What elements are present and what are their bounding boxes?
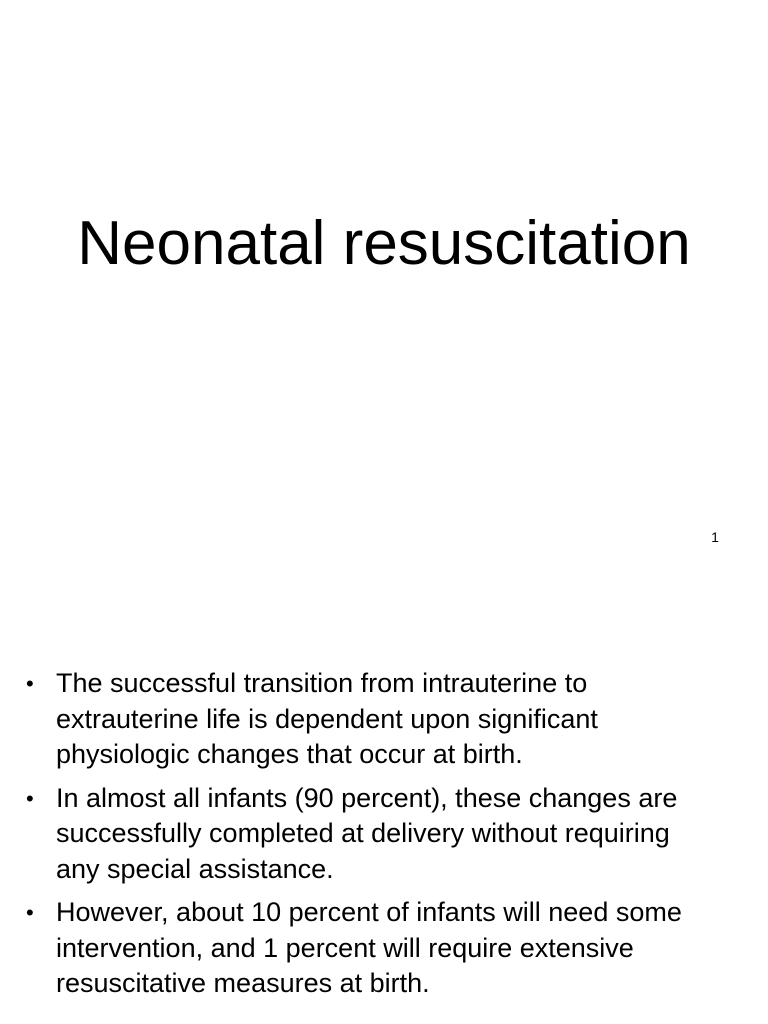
bullet-item bbox=[24, 895, 714, 1002]
bullet-text: In almost all infants (90 percent), these changes are successfully completed at delivery without requiring any special assistance. bbox=[56, 782, 678, 884]
bullet-marker: • bbox=[26, 785, 34, 811]
bullet-item bbox=[24, 781, 714, 888]
page-number: 1 bbox=[711, 529, 719, 545]
bullet-marker: • bbox=[26, 671, 34, 696]
bullet-item bbox=[24, 666, 714, 773]
slide-title: Neonatal resuscitation bbox=[77, 209, 691, 278]
bullet-text: However, about 10 percent of infants will need some intervention, and 1 percent will require extensive resuscitative measures at birth. bbox=[56, 897, 682, 998]
bullet-list bbox=[24, 666, 714, 1010]
bullet-marker: • bbox=[26, 900, 34, 925]
content-slide bbox=[0, 576, 768, 1024]
bullet-text: The successful transition from intrauterine to extrauterine life is dependent upon significant physiologic changes that occur at birth. bbox=[56, 668, 598, 769]
